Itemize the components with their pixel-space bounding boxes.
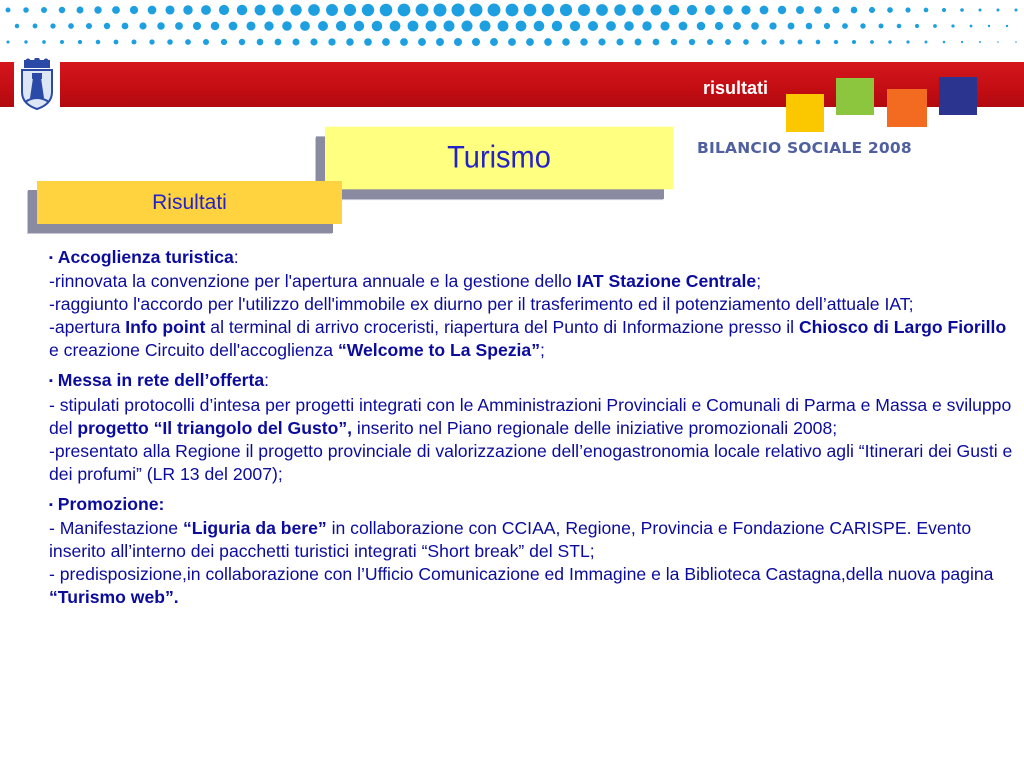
decorative-dot [851,7,858,14]
decorative-dot [308,4,320,16]
blue-square [939,77,977,115]
decorative-dot [382,38,390,46]
list-item: - stipulati protocolli d’intesa per progetti integrati con le Amministrazioni Provinciali e Comunali di Parma e Massa e sviluppo del progetto “Il triangolo del Gusto”, inserito nel Piano regionale delle iniziative promozionali 2008; [49,394,1012,438]
decorative-dot [380,4,393,17]
decorative-dot [760,6,769,15]
decorative-dot [434,4,447,17]
section-heading: ▪ Accoglienza turistica: [49,247,239,267]
decorative-dot [490,38,498,46]
decorative-dot [580,38,587,45]
decorative-dot [211,22,219,30]
decorative-dot [436,38,444,46]
content-body [49,246,1019,609]
decorative-dot [488,4,501,17]
decorative-dot [77,7,84,14]
decorative-dot [229,22,238,31]
section-heading: ▪ Messa in rete dell’offerta: [49,370,269,391]
decorative-dot [635,39,642,46]
decorative-dot [346,38,353,45]
decorative-dot [122,23,129,30]
decorative-dot [104,23,110,29]
decorative-dot [588,21,598,31]
decorative-dot [788,23,795,30]
decorative-dot [741,5,750,14]
decorative-dot [78,40,82,44]
orange-square [887,89,927,127]
decorative-dot [832,6,839,13]
decorative-dot [41,7,47,13]
decorative-dot [1015,41,1017,43]
decorative-dot [616,38,623,45]
decorative-dot [257,39,264,46]
decorative-dot [860,23,865,28]
decorative-dot [544,38,552,46]
decorative-dot [452,4,465,17]
decorative-dot [651,5,662,16]
decorative-dot [203,39,209,45]
decorative-dot [239,39,245,45]
decorative-dot [131,39,136,44]
list-item: -presentato alla Regione il progetto provinciale di valorizzazione dell’enogastronomia locale relativo agli “Itinerari dei Gusti e dei profumi” (LR 13 del 2007); [49,440,1013,484]
decorative-dot [733,22,741,30]
decorative-dot [687,5,697,15]
decorative-dot [328,38,335,45]
yellow-square [786,94,824,132]
decorative-dot [201,5,211,15]
decorative-dot [560,4,572,16]
decorative-dot [318,21,328,31]
decorative-dot [988,25,990,27]
decorative-dot [60,40,64,44]
decorative-dot [24,40,27,43]
decorative-dot [1006,25,1008,27]
decorative-dot [723,5,733,15]
bullet-icon: ▪ [49,375,53,388]
decorative-dot [796,6,804,14]
decorative-dot [42,40,46,44]
decorative-dot [94,6,101,13]
list-item: -rinnovata la convenzione per l'apertura annuale e la gestione dello IAT Stazione Centrale; [49,271,762,292]
decorative-dot [362,4,374,16]
decorative-dot [897,24,902,29]
decorative-dot [707,39,713,45]
bullet-icon: ▪ [49,498,53,511]
decorative-dot [470,4,483,17]
decorative-dot [887,7,893,13]
decorative-dot [778,6,786,14]
decorative-dot [705,5,715,15]
decorative-dot [905,7,910,12]
decorative-dot [336,21,346,31]
list-item: - Manifestazione “Liguria da bere” in collaborazione con CCIAA, Regione, Provincia e Fondazione CARISPE. Evento inserito all’interno dei pacchetti turistici integrati “Short break” del STL; [49,518,972,562]
decorative-dot [462,21,473,32]
decorative-dot [979,41,981,43]
decorative-dot [398,4,411,17]
decorative-dot [779,39,784,44]
decorative-dot [498,21,509,32]
decorative-dot [167,39,173,45]
decorative-dot [769,22,776,29]
decorative-dot [614,4,626,16]
decorative-dot [906,40,909,43]
decorative-dot [951,24,954,27]
decorative-dot [416,4,429,17]
decorative-dot [834,40,838,44]
decorative-dot [354,21,364,31]
decorative-dot [23,7,29,13]
decorative-dot [508,38,516,46]
decorative-dot [516,21,527,32]
decorative-dot [5,7,10,12]
decorative-dot [552,21,562,31]
decorative-dot [970,25,973,28]
decorative-dot [255,5,266,16]
section-heading: ▪ Promozione: [49,493,165,514]
decorative-dot [86,23,92,29]
decorative-dot [237,5,248,16]
decorative-dot [669,5,680,16]
decorative-dot [390,21,401,32]
decorative-dot [697,22,706,31]
decorative-dot [925,41,928,44]
decorative-dot [219,5,229,15]
decorative-dot [878,23,883,28]
decorative-dot [997,41,999,43]
decorative-dot [114,40,119,45]
list-item: -raggiunto l'accordo per l'utilizzo dell'immobile ex diurno per il trasferimento ed il potenziamento dell’attuale IAT; [49,294,914,315]
decorative-dot [59,7,65,13]
decorative-dot [679,22,688,31]
decorative-dot [175,22,183,30]
decorative-dot [689,39,695,45]
decorative-dot [743,39,749,45]
decorative-dot [185,39,191,45]
decorative-dot [183,5,192,14]
decorative-dot [653,39,660,46]
page-subtitle: Risultati [37,181,342,224]
decorative-dot [221,39,227,45]
bullet-icon: ▪ [49,252,53,264]
city-coat-of-arms-icon [14,58,60,110]
decorative-dot [246,21,255,30]
decorative-dot [400,38,408,46]
decorative-dot [272,4,283,15]
decorative-dot [157,22,165,30]
decorative-dot [596,4,608,16]
decorative-dot [6,40,9,43]
decorative-dot [408,21,419,32]
decorative-dot [165,5,174,14]
decorative-dot [933,24,937,28]
decorative-dot [869,7,875,13]
decorative-dot [139,22,146,29]
decorative-dot [15,24,19,28]
decorative-dot [578,4,590,16]
decorative-dot [290,4,301,15]
decorative-dot [570,21,580,31]
decorative-dot [480,21,491,32]
decorative-dot [112,6,120,14]
page-title: Turismo [325,127,673,190]
decorative-dot [960,8,964,12]
decorative-dot [33,24,38,29]
decorative-dot [598,38,605,45]
dotted-header-pattern [0,0,1024,62]
decorative-dot [310,38,317,45]
list-item: - predisposizione,in collaborazione con l’Ufficio Comunicazione ed Immagine e la Biblioteca Castagna,della nuova pagina “Turismo web”. [49,564,994,608]
decorative-dot [632,4,643,15]
decorative-dot [364,38,372,46]
decorative-dot [472,38,480,46]
report-title: BILANCIO SOCIALE 2008 [697,139,912,157]
decorative-dot [444,21,455,32]
decorative-dot [264,21,273,30]
decorative-dot [671,39,678,46]
decorative-dot [130,6,138,14]
decorative-dot [942,8,946,12]
decorative-dot [715,22,723,30]
decorative-dot [997,9,1000,12]
decorative-dot [816,40,821,45]
decorative-dot [68,23,74,29]
decorative-dot [761,39,766,44]
decorative-dot [842,23,848,29]
decorative-dot [852,40,856,44]
decorative-dot [798,40,803,45]
decorative-dot [292,38,299,45]
decorative-dot [943,41,946,44]
city-crest [14,58,60,110]
green-square [836,78,874,115]
decorative-dot [642,21,651,30]
decorative-dot [50,23,55,28]
decorative-dot [149,39,154,44]
decorative-dot [824,23,830,29]
decorative-dot [888,40,892,44]
decorative-dot [915,24,919,28]
decorative-dot [418,38,426,46]
decorative-dot [961,41,963,43]
decorative-dot [426,21,437,32]
decorative-dot [542,4,554,16]
decorative-dot [606,21,616,31]
decorative-dot [660,21,669,30]
decorative-dot [806,23,813,30]
decorative-dot [275,39,282,46]
decorative-dot [96,40,101,45]
decorative-dot [814,6,822,14]
decorative-dot [534,21,545,32]
decorative-dot [524,4,537,17]
decorative-dot [506,4,519,17]
decorative-dot [372,21,383,32]
decorative-dot [300,21,310,31]
decorative-dot [282,21,292,31]
decorative-dot [193,22,201,30]
decorative-dot [562,38,570,46]
decorative-dot [978,8,981,11]
decorative-dot [725,39,731,45]
decorative-dot [924,8,929,13]
decorative-dot [148,6,157,15]
section-tag: risultati [702,78,768,98]
decorative-dot [624,21,634,31]
decorative-dot [326,4,338,16]
decorative-dot [751,22,759,30]
decorative-dot [344,4,356,16]
decorative-dot [1015,9,1018,12]
list-item: -apertura Info point al terminal di arrivo croceristi, riapertura del Punto di Informazione presso il Chiosco di Largo Fiorillo e creazione Circuito dell'accoglienza “Welcome to La Spezia”; [49,317,1007,361]
decorative-dot [870,40,874,44]
decorative-dot [526,38,534,46]
decorative-dot [454,38,462,46]
